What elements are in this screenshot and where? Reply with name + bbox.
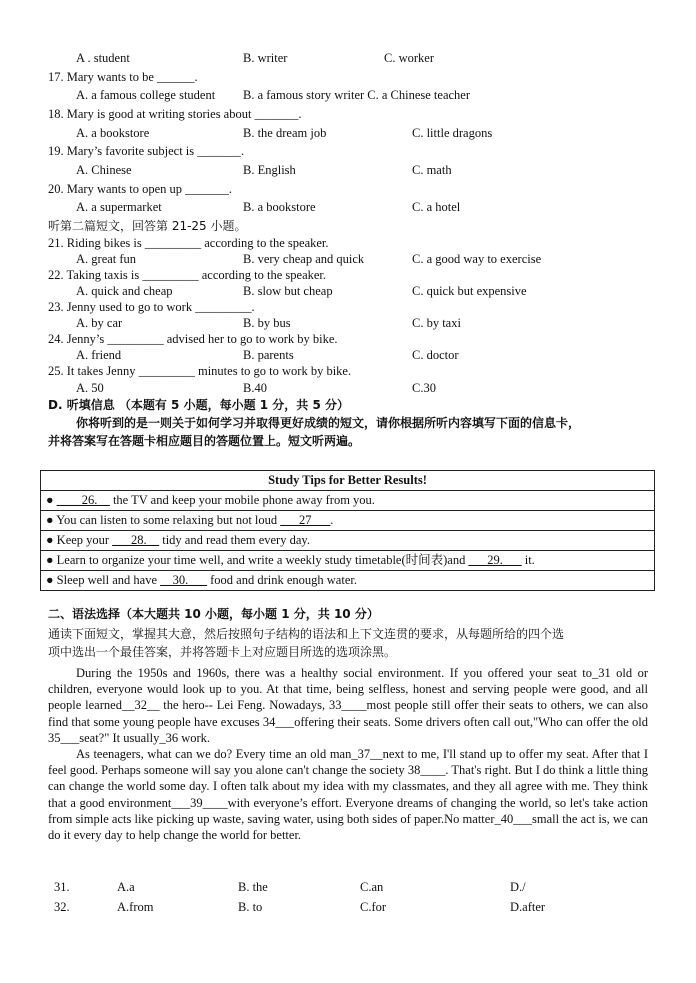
section-d-instruction-2: 并将答案写在答题卡相应题目的答题位置上。短文听两遍。 bbox=[48, 434, 361, 448]
tip-row-28 bbox=[41, 531, 655, 551]
grammar-heading: 二、语法选择（本大题共 10 小题，每小题 1 分，共 10 分） bbox=[48, 607, 379, 621]
study-tips-table bbox=[40, 470, 655, 591]
option-16-c: C. worker bbox=[384, 51, 434, 65]
option-17-bc: B. a famous story writer C. a Chinese teacher bbox=[243, 88, 471, 102]
section-d-instruction-1: 你将听到的是一则关于如何学习并取得更好成绩的短文，请你根据所听内容填写下面的信息卡， bbox=[76, 416, 581, 430]
question-24-stem: 24. Jenny’s _________ advised her to go to work by bike. bbox=[48, 332, 338, 346]
option-19-a: A. Chinese bbox=[76, 163, 132, 177]
tip-row-30 bbox=[41, 571, 655, 591]
table-row bbox=[41, 471, 655, 491]
tip-text: ● Keep your bbox=[46, 533, 113, 547]
cloze-passage bbox=[48, 665, 648, 843]
table-row bbox=[41, 531, 655, 551]
option-20-a: A. a supermarket bbox=[76, 200, 162, 214]
option-16-b: B. writer bbox=[243, 51, 288, 65]
option-16-a: A . student bbox=[76, 51, 130, 65]
blank-30: __30.___ bbox=[160, 573, 207, 587]
option-23-a: A. by car bbox=[76, 316, 123, 330]
option-20-b: B. a bookstore bbox=[243, 200, 316, 214]
tip-row-26 bbox=[41, 491, 655, 511]
option-21-c: C. a good way to exercise bbox=[412, 252, 542, 266]
option-22-a: A. quick and cheap bbox=[76, 284, 173, 298]
passage-2-instruction: 听第二篇短文，回答第 21-25 小题。 bbox=[48, 219, 247, 233]
option-21-b: B. very cheap and quick bbox=[243, 252, 365, 266]
question-20-stem: 20. Mary wants to open up _______. bbox=[48, 182, 233, 196]
choice-31-b: B. the bbox=[238, 880, 268, 894]
question-25-stem: 25. It takes Jenny _________ minutes to go to work by bike. bbox=[48, 364, 352, 378]
grammar-instruction-2: 项中选出一个最佳答案，并将答题卡上对应题目所选的选项涂黑。 bbox=[48, 645, 397, 659]
option-22-c: C. quick but expensive bbox=[412, 284, 527, 298]
option-18-c: C. little dragons bbox=[412, 126, 493, 140]
tip-text: ● Learn to organize your time well, and write a weekly study timetable(时间表)and bbox=[46, 553, 469, 567]
choice-32-d: D.after bbox=[510, 900, 546, 914]
blank-29: ___29.___ bbox=[468, 553, 522, 567]
table-row bbox=[41, 571, 655, 591]
option-18-b: B. the dream job bbox=[243, 126, 327, 140]
option-24-b: B. parents bbox=[243, 348, 294, 362]
option-20-c: C. a hotel bbox=[412, 200, 461, 214]
option-23-b: B. by bus bbox=[243, 316, 291, 330]
tip-text: ● Sleep well and have bbox=[46, 573, 161, 587]
choice-31-d: D./ bbox=[510, 880, 526, 894]
table-row bbox=[41, 511, 655, 531]
option-21-a: A. great fun bbox=[76, 252, 137, 266]
tip-row-29 bbox=[41, 551, 655, 571]
choice-31-a: A.a bbox=[117, 880, 135, 894]
option-25-c: C.30 bbox=[412, 381, 436, 395]
option-19-c: C. math bbox=[412, 163, 452, 177]
choice-31-c: C.an bbox=[360, 880, 384, 894]
grammar-instruction-1: 通读下面短文，掌握其大意，然后按照句子结构的语法和上下文连贯的要求，从每题所给的四个选 bbox=[48, 627, 565, 641]
choice-32-c: C.for bbox=[360, 900, 387, 914]
choice-32-b: B. to bbox=[238, 900, 263, 914]
option-22-b: B. slow but cheap bbox=[243, 284, 333, 298]
tip-row-27 bbox=[41, 511, 655, 531]
cloze-paragraph-2: As teenagers, what can we do? Every time an old man_37__next to me, I'll stand up to offer my seat. After that I feel good. Perhaps someone will say you alone can't change the society 38____. That's right. But I do think a little thing can change the world some day. I often talk about my idea with my classmates, and they all agree with me. They think that a good environment___39____with everyone’s effort. Everyone dreams of changing the world, so let's take action from simple acts like picking up waste, saving water, using both sides of paper.No matter_40___small the act is, we can do it every day to help change the world for better. bbox=[48, 747, 648, 843]
blank-27: ___27___ bbox=[280, 513, 331, 527]
question-17-stem: 17. Mary wants to be ______. bbox=[48, 70, 198, 84]
choice-32-a: A.from bbox=[117, 900, 154, 914]
option-19-b: B. English bbox=[243, 163, 296, 177]
option-25-a: A. 50 bbox=[76, 381, 104, 395]
choice-31-number: 31. bbox=[54, 880, 70, 894]
option-17-a: A. a famous college student bbox=[76, 88, 216, 102]
table-title: Study Tips for Better Results! bbox=[41, 471, 655, 491]
question-22-stem: 22. Taking taxis is _________ according to the speaker. bbox=[48, 268, 327, 282]
tip-text: ● bbox=[46, 493, 57, 507]
blank-28: ___28.__ bbox=[112, 533, 160, 547]
question-23-stem: 23. Jenny used to go to work _________. bbox=[48, 300, 255, 314]
table-row bbox=[41, 551, 655, 571]
option-18-a: A. a bookstore bbox=[76, 126, 150, 140]
tip-text: tidy and read them every day. bbox=[159, 533, 310, 547]
tip-text: . bbox=[330, 513, 334, 527]
option-23-c: C. by taxi bbox=[412, 316, 461, 330]
table-row bbox=[41, 491, 655, 511]
choice-32-number: 32. bbox=[54, 900, 70, 914]
tip-text: food and drink enough water. bbox=[207, 573, 357, 587]
tip-text: the TV and keep your mobile phone away from you. bbox=[109, 493, 375, 507]
question-18-stem: 18. Mary is good at writing stories about _______. bbox=[48, 107, 302, 121]
question-19-stem: 19. Mary’s favorite subject is _______. bbox=[48, 144, 245, 158]
blank-26: ____26.__ bbox=[56, 493, 110, 507]
option-25-b: B.40 bbox=[243, 381, 267, 395]
tip-text: it. bbox=[521, 553, 535, 567]
question-21-stem: 21. Riding bikes is _________ according to the speaker. bbox=[48, 236, 329, 250]
option-24-c: C. doctor bbox=[412, 348, 459, 362]
option-24-a: A. friend bbox=[76, 348, 122, 362]
section-d-heading: D. 听填信息 （本题有 5 小题，每小题 1 分，共 5 分） bbox=[48, 398, 349, 412]
cloze-paragraph-1: During the 1950s and 1960s, there was a healthy social environment. If you offered your seat to_31 old or children, everyone would look up to you. At that time, being selfless, honest and serving people were good, and all people learned__32__ the hero-- Lei Feng. Nowadays, 33____most people still offer their seats to others, we can also find that some young people have excuses 34___offering their seats. Some drivers often call out,"Who can offer the old 35___seat?" It usually_36 work. bbox=[48, 666, 648, 745]
tip-text: ● You can listen to some relaxing but not loud bbox=[46, 513, 281, 527]
